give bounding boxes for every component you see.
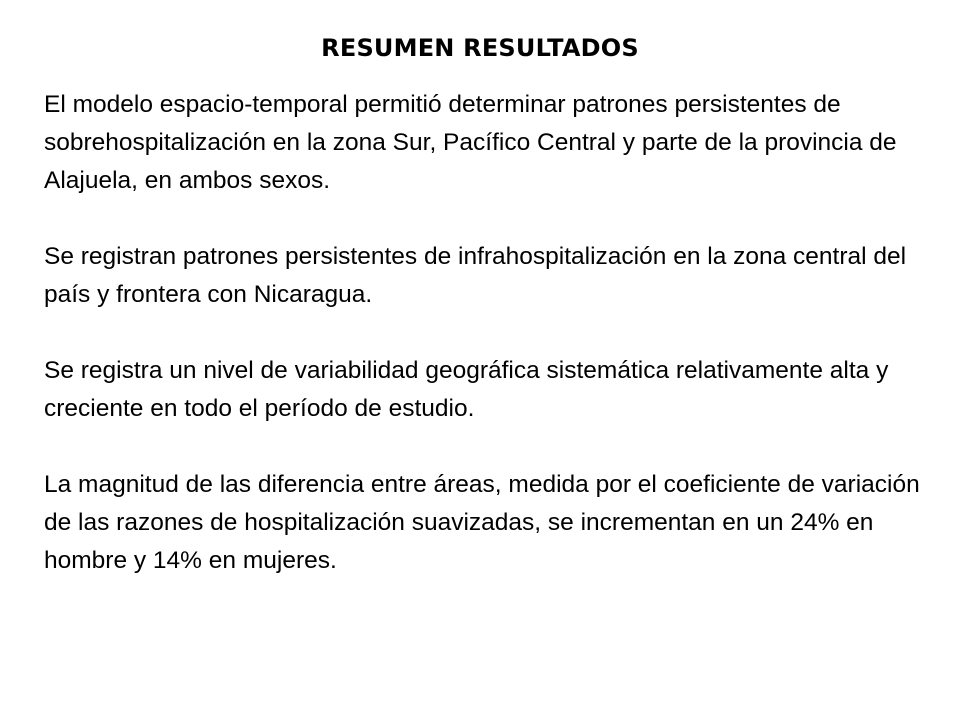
paragraph-infrahospitalizacion: Se registran patrones persistentes de infrahospitalización en la zona central del país y frontera con Nicaragua. [44,243,907,308]
slide-title: RESUMEN RESULTADOS [321,34,639,62]
slide-body [44,86,940,580]
paragraph-variabilidad: Se registra un nivel de variabilidad geográfica sistemática relativamente alta y creciente en todo el período de estudio. [44,357,889,422]
paragraph-sobrehospitalizacion: El modelo espacio-temporal permitió determinar patrones persistentes de sobrehospitalización en la zona Sur, Pacífico Central y parte de la provincia de Alajuela, en ambos sexos. [44,91,897,194]
paragraph-magnitud: La magnitud de las diferencia entre áreas, medida por el coeficiente de variación de las razones de hospitalización suavizadas, se incrementan en un 24% en hombre y 14% en mujeres. [44,471,920,574]
